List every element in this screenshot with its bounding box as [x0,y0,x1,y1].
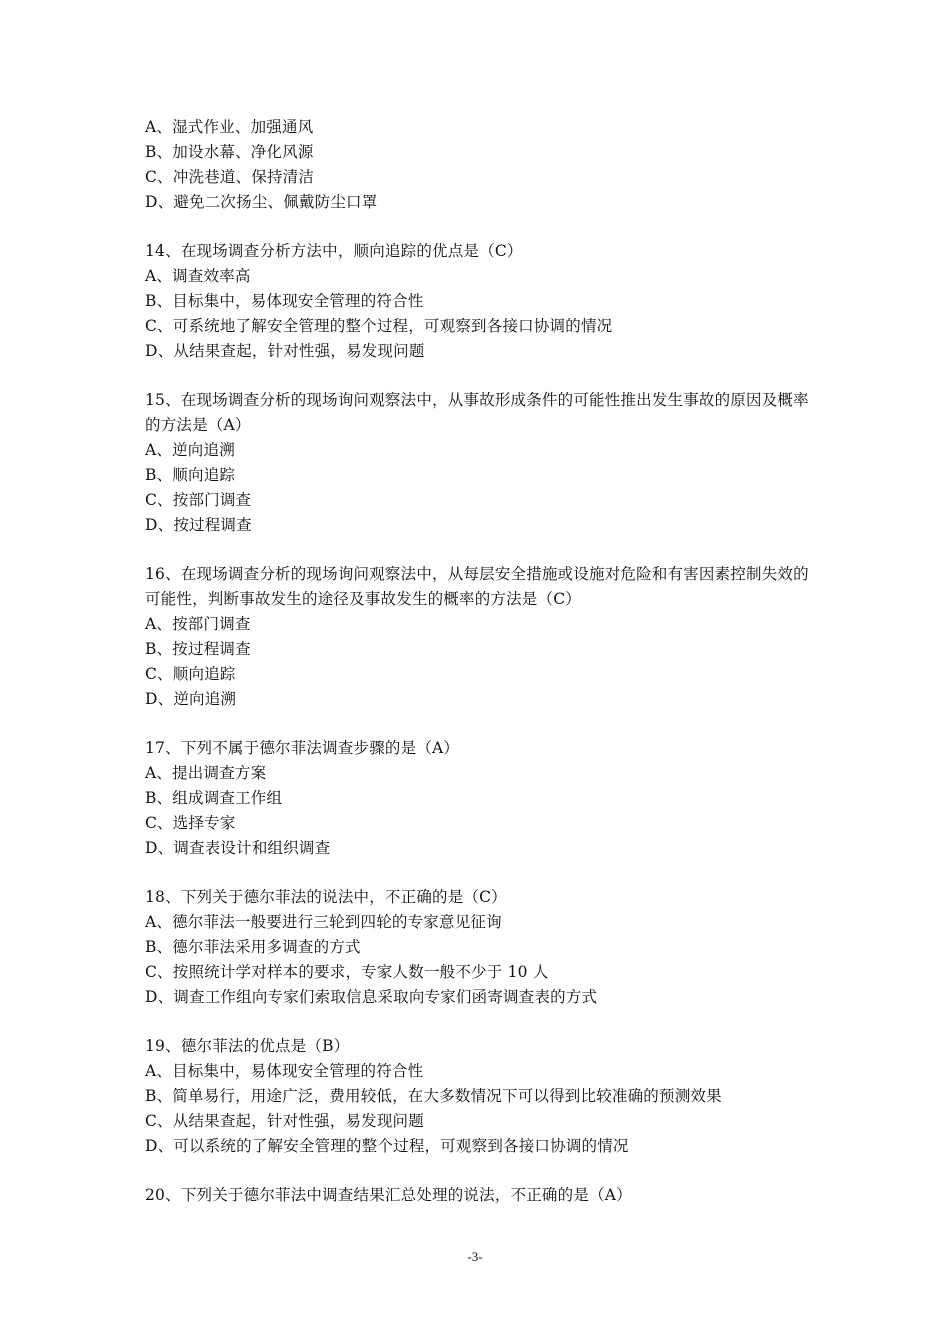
option-d: D、可以系统的了解安全管理的整个过程，可观察到各接口协调的情况 [145,1137,629,1155]
question-20 [145,1183,815,1208]
option-b: B、顺向追踪 [145,466,236,484]
option-a: A、调查效率高 [145,267,251,285]
option-d: D、调查表设计和组织调查 [145,839,331,857]
option-a: A、按部门调查 [145,615,251,633]
question-14 [145,239,815,364]
question-text: 14、在现场调查分析方法中，顺向追踪的优点是（C） [145,242,523,260]
option-b: B、目标集中，易体现安全管理的符合性 [145,292,424,310]
option-c: C、选择专家 [145,814,236,832]
option-d: D、逆向追溯 [145,690,237,708]
option-b: B、按过程调查 [145,640,251,658]
option-d: D、避免二次扬尘、佩戴防尘口罩 [145,193,378,211]
spacer [145,861,815,885]
question-18 [145,885,815,1010]
option-c: C、可系统地了解安全管理的整个过程，可观察到各接口协调的情况 [145,317,613,335]
option-d: D、按过程调查 [145,516,252,534]
question-text: 15、在现场调查分析的现场询问观察法中，从事故形成条件的可能性推出发生事故的原因及概率的方法是（A） [145,391,809,434]
option-a: A、提出调查方案 [145,764,267,782]
option-b: B、加设水幕、净化风源 [145,143,314,161]
spacer [145,1010,815,1034]
spacer [145,712,815,736]
option-a: A、德尔菲法一般要进行三轮到四轮的专家意见征询 [145,913,502,931]
option-b: B、组成调查工作组 [145,789,283,807]
question-text: 18、下列关于德尔菲法的说法中，不正确的是（C） [145,888,507,906]
option-c: C、按部门调查 [145,491,252,509]
option-a: A、湿式作业、加强通风 [145,118,314,136]
option-c: C、按照统计学对样本的要求，专家人数一般不少于 10 人 [145,963,549,981]
document-content [145,115,815,1208]
option-c: C、从结果查起，针对性强，易发现问题 [145,1112,424,1130]
option-a: A、目标集中，易体现安全管理的符合性 [145,1062,424,1080]
page-number: -3- [467,1249,483,1264]
option-d: D、从结果查起，针对性强，易发现问题 [145,342,425,360]
question-15 [145,388,815,538]
spacer [145,215,815,239]
question-19 [145,1034,815,1159]
question-text: 17、下列不属于德尔菲法调查步骤的是（A） [145,739,460,757]
option-b: B、德尔菲法采用多调查的方式 [145,938,361,956]
option-b: B、简单易行，用途广泛，费用较低，在大多数情况下可以得到比较准确的预测效果 [145,1087,722,1105]
option-c: C、顺向追踪 [145,665,236,683]
option-d: D、调查工作组向专家们索取信息采取向专家们函寄调查表的方式 [145,988,598,1006]
spacer [145,1159,815,1183]
question-17 [145,736,815,861]
spacer [145,364,815,388]
option-c: C、冲洗巷道、保持清洁 [145,168,315,186]
continuation-options [145,115,815,215]
question-16 [145,562,815,712]
question-text: 16、在现场调查分析的现场询问观察法中，从每层安全措施或设施对危险和有害因素控制失效的可能性，判断事故发生的途径及事故发生的概率的方法是（C） [145,565,809,608]
question-text: 20、下列关于德尔菲法中调查结果汇总处理的说法，不正确的是（A） [145,1186,632,1204]
spacer [145,538,815,562]
option-a: A、逆向追溯 [145,441,235,459]
question-text: 19、德尔菲法的优点是（B） [145,1037,350,1055]
